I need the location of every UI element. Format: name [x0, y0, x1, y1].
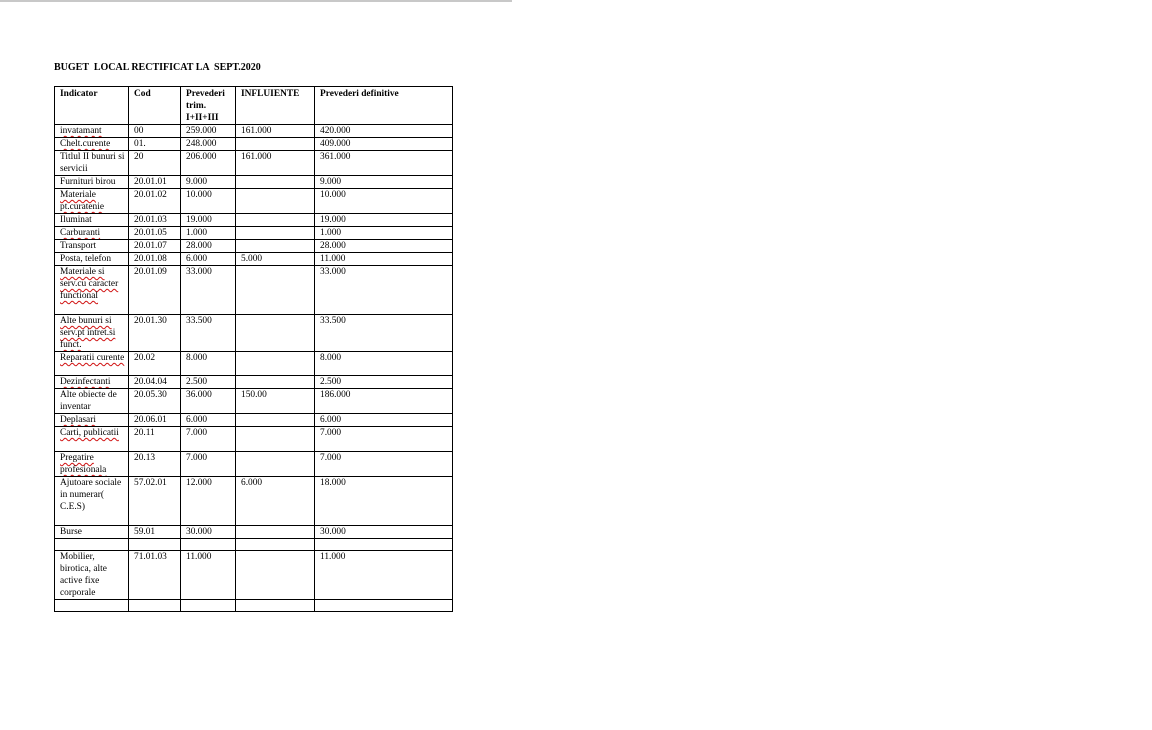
- row-prevederi-cell: [181, 352, 236, 376]
- table-row: [55, 376, 453, 389]
- row-indicator-text: Carburanti: [60, 228, 101, 238]
- row-definitive-text: 33.500: [320, 316, 346, 326]
- row-prevederi-text: 11.000: [186, 552, 212, 562]
- row-cod-cell: [129, 176, 181, 189]
- row-indicator-cell: [55, 240, 129, 253]
- header-prevederi-trim: Prevederi trim. I+II+III: [181, 87, 236, 125]
- row-influiente-cell: [236, 600, 315, 612]
- budget-table: [54, 86, 453, 612]
- document-title: BUGET LOCAL RECTIFICAT LA SEPT.2020: [54, 62, 261, 73]
- row-prevederi-text: 7.000: [186, 428, 208, 438]
- row-indicator-text: Reparatii curente: [60, 353, 125, 363]
- row-prevederi-cell: [181, 600, 236, 612]
- row-prevederi-cell: [181, 176, 236, 189]
- row-cod-cell: [129, 551, 181, 600]
- row-prevederi-text: 248.000: [186, 139, 217, 149]
- row-definitive-text: 19.000: [320, 215, 346, 225]
- row-definitive-cell: [315, 427, 453, 452]
- row-definitive-text: 2.500: [320, 377, 342, 387]
- row-definitive-cell: [315, 551, 453, 600]
- row-indicator-cell: [55, 214, 129, 227]
- row-cod-cell: [129, 227, 181, 240]
- row-influiente-cell: [236, 189, 315, 214]
- table-row: [55, 477, 453, 526]
- row-cod-text: 20.05.30: [134, 390, 167, 400]
- row-indicator-text: Furnituri birou: [60, 177, 116, 187]
- row-influiente-cell: [236, 376, 315, 389]
- row-cod-cell: [129, 452, 181, 477]
- row-prevederi-cell: [181, 427, 236, 452]
- row-indicator-cell: [55, 427, 129, 452]
- row-indicator-text: Mobilier, birotica, alte active fixe corporale: [60, 552, 107, 598]
- row-definitive-cell: [315, 266, 453, 315]
- row-influiente-cell: [236, 526, 315, 539]
- row-cod-cell: [129, 539, 181, 551]
- row-prevederi-text: 1.000: [186, 228, 208, 238]
- row-influiente-text: 161.000: [241, 126, 272, 136]
- row-influiente-cell: [236, 151, 315, 176]
- table-body: [55, 125, 453, 612]
- row-definitive-text: 409.000: [320, 139, 351, 149]
- row-cod-text: 00: [134, 126, 144, 136]
- row-definitive-cell: [315, 189, 453, 214]
- row-indicator-cell: [55, 376, 129, 389]
- row-influiente-cell: [236, 138, 315, 151]
- row-cod-cell: [129, 526, 181, 539]
- row-indicator-cell: [55, 414, 129, 427]
- row-cod-text: 20.01.08: [134, 254, 167, 264]
- row-cod-cell: [129, 389, 181, 414]
- row-prevederi-cell: [181, 526, 236, 539]
- row-definitive-text: 33.000: [320, 267, 346, 277]
- row-influiente-cell: [236, 551, 315, 600]
- row-definitive-cell: [315, 376, 453, 389]
- table-row: [55, 176, 453, 189]
- row-prevederi-text: 36.000: [186, 390, 212, 400]
- row-influiente-cell: [236, 253, 315, 266]
- row-definitive-text: 30.000: [320, 527, 346, 537]
- row-definitive-cell: [315, 477, 453, 526]
- row-indicator-text: Posta, telefon: [60, 254, 112, 264]
- row-definitive-text: 420.000: [320, 126, 351, 136]
- row-prevederi-text: 259.000: [186, 126, 217, 136]
- row-cod-cell: [129, 477, 181, 526]
- row-definitive-text: 10.000: [320, 190, 346, 200]
- row-definitive-cell: [315, 214, 453, 227]
- row-cod-text: 20.11: [134, 428, 155, 438]
- row-indicator-cell: [55, 151, 129, 176]
- row-influiente-text: 150.00: [241, 390, 267, 400]
- row-prevederi-cell: [181, 189, 236, 214]
- row-definitive-cell: [315, 352, 453, 376]
- table-row: [55, 253, 453, 266]
- row-prevederi-text: 7.000: [186, 453, 208, 463]
- row-prevederi-cell: [181, 151, 236, 176]
- row-influiente-cell: [236, 452, 315, 477]
- row-influiente-cell: [236, 227, 315, 240]
- header-cod: Cod: [129, 87, 181, 125]
- row-influiente-cell: [236, 539, 315, 551]
- row-indicator-text: Pregatire profesionala: [60, 453, 107, 475]
- row-cod-text: 20.01.03: [134, 215, 167, 225]
- row-definitive-cell: [315, 414, 453, 427]
- row-cod-cell: [129, 253, 181, 266]
- table-row: [55, 151, 453, 176]
- row-influiente-cell: [236, 125, 315, 138]
- row-indicator-cell: [55, 266, 129, 315]
- row-definitive-cell: [315, 389, 453, 414]
- row-indicator-cell: [55, 539, 129, 551]
- row-indicator-text: Materiale pt.curatenie: [60, 190, 104, 212]
- row-prevederi-cell: [181, 315, 236, 352]
- row-influiente-cell: [236, 477, 315, 526]
- row-indicator-text: Burse: [60, 527, 82, 537]
- row-influiente-cell: [236, 315, 315, 352]
- row-influiente-text: 161.000: [241, 152, 272, 162]
- row-influiente-cell: [236, 389, 315, 414]
- table-row: [55, 551, 453, 600]
- row-prevederi-text: 206.000: [186, 152, 217, 162]
- row-indicator-cell: [55, 227, 129, 240]
- row-definitive-text: 7.000: [320, 428, 342, 438]
- row-cod-cell: [129, 427, 181, 452]
- row-cod-text: 20: [134, 152, 144, 162]
- row-indicator-text: Iluminat: [60, 215, 92, 225]
- row-definitive-cell: [315, 176, 453, 189]
- row-prevederi-text: 6.000: [186, 415, 208, 425]
- table-row: [55, 125, 453, 138]
- row-indicator-text: invatamant: [60, 126, 102, 136]
- row-prevederi-text: 33.000: [186, 267, 212, 277]
- row-cod-text: 20.01.09: [134, 267, 167, 277]
- row-cod-cell: [129, 189, 181, 214]
- row-cod-text: 20.04.04: [134, 377, 167, 387]
- row-influiente-cell: [236, 240, 315, 253]
- row-cod-cell: [129, 151, 181, 176]
- row-prevederi-cell: [181, 477, 236, 526]
- table-header-row: [55, 87, 453, 125]
- row-prevederi-cell: [181, 266, 236, 315]
- row-prevederi-cell: [181, 214, 236, 227]
- row-indicator-cell: [55, 452, 129, 477]
- row-indicator-text: Chelt.curente: [60, 139, 111, 149]
- row-definitive-text: 8.000: [320, 353, 342, 363]
- row-definitive-text: 11.000: [320, 254, 346, 264]
- row-prevederi-text: 10.000: [186, 190, 212, 200]
- row-cod-text: 20.06.01: [134, 415, 167, 425]
- row-definitive-cell: [315, 151, 453, 176]
- row-indicator-cell: [55, 551, 129, 600]
- table-row: [55, 539, 453, 551]
- row-cod-cell: [129, 266, 181, 315]
- row-indicator-cell: [55, 526, 129, 539]
- row-definitive-cell: [315, 452, 453, 477]
- row-indicator-text: Dezinfectanti: [60, 377, 111, 387]
- row-cod-text: 01.: [134, 139, 146, 149]
- row-indicator-cell: [55, 125, 129, 138]
- row-cod-text: 71.01.03: [134, 552, 167, 562]
- row-definitive-text: 186.000: [320, 390, 351, 400]
- row-cod-cell: [129, 414, 181, 427]
- table-row: [55, 266, 453, 315]
- row-definitive-text: 11.000: [320, 552, 346, 562]
- row-prevederi-cell: [181, 240, 236, 253]
- table-row: [55, 227, 453, 240]
- row-indicator-text: Alte bunuri si serv.pt intret.si funct.: [60, 316, 116, 350]
- row-indicator-text: Ajutoare sociale in numerar( C.E.S): [60, 478, 122, 512]
- row-prevederi-text: 28.000: [186, 241, 212, 251]
- row-cod-text: 20.01.05: [134, 228, 167, 238]
- header-indicator: Indicator: [55, 87, 129, 125]
- row-influiente-cell: [236, 266, 315, 315]
- row-prevederi-text: 6.000: [186, 254, 208, 264]
- row-cod-text: 57.02.01: [134, 478, 167, 488]
- header-prevederi-definitive: Prevederi definitive: [315, 87, 453, 125]
- row-prevederi-text: 33.500: [186, 316, 212, 326]
- table-row: [55, 600, 453, 612]
- row-prevederi-text: 19.000: [186, 215, 212, 225]
- table-row: [55, 214, 453, 227]
- row-prevederi-cell: [181, 539, 236, 551]
- row-definitive-text: 6.000: [320, 415, 342, 425]
- row-indicator-text: Alte obiecte de inventar: [60, 390, 117, 412]
- row-definitive-cell: [315, 227, 453, 240]
- row-prevederi-cell: [181, 376, 236, 389]
- table-row: [55, 452, 453, 477]
- row-cod-cell: [129, 352, 181, 376]
- row-influiente-cell: [236, 176, 315, 189]
- row-indicator-cell: [55, 352, 129, 376]
- row-definitive-text: 28.000: [320, 241, 346, 251]
- row-definitive-cell: [315, 315, 453, 352]
- table-row: [55, 526, 453, 539]
- row-cod-text: 20.01.07: [134, 241, 167, 251]
- row-definitive-text: 1.000: [320, 228, 342, 238]
- row-indicator-cell: [55, 176, 129, 189]
- row-definitive-text: 7.000: [320, 453, 342, 463]
- row-prevederi-text: 30.000: [186, 527, 212, 537]
- row-definitive-text: 361.000: [320, 152, 351, 162]
- row-cod-text: 20.01.01: [134, 177, 167, 187]
- table-row: [55, 189, 453, 214]
- row-definitive-cell: [315, 526, 453, 539]
- row-prevederi-cell: [181, 125, 236, 138]
- row-prevederi-cell: [181, 253, 236, 266]
- row-indicator-cell: [55, 389, 129, 414]
- table-row: [55, 240, 453, 253]
- row-cod-cell: [129, 214, 181, 227]
- row-definitive-text: 18.000: [320, 478, 346, 488]
- row-definitive-cell: [315, 600, 453, 612]
- row-definitive-cell: [315, 539, 453, 551]
- row-cod-text: 20.02: [134, 353, 156, 363]
- row-influiente-cell: [236, 214, 315, 227]
- table-row: [55, 315, 453, 352]
- row-indicator-text: Deplasari: [60, 415, 96, 425]
- row-cod-text: 59.01: [134, 527, 156, 537]
- row-cod-text: 20.13: [134, 453, 156, 463]
- table-row: [55, 389, 453, 414]
- row-definitive-cell: [315, 138, 453, 151]
- row-cod-cell: [129, 376, 181, 389]
- row-definitive-cell: [315, 240, 453, 253]
- row-influiente-cell: [236, 427, 315, 452]
- table-row: [55, 427, 453, 452]
- row-cod-cell: [129, 315, 181, 352]
- row-prevederi-cell: [181, 227, 236, 240]
- row-indicator-cell: [55, 477, 129, 526]
- row-influiente-text: 5.000: [241, 254, 263, 264]
- row-prevederi-cell: [181, 138, 236, 151]
- row-prevederi-text: 9.000: [186, 177, 208, 187]
- row-definitive-cell: [315, 253, 453, 266]
- row-influiente-text: 6.000: [241, 478, 263, 488]
- row-indicator-text: Titlul II bunuri si servicii: [60, 152, 125, 174]
- row-indicator-text: Materiale si serv.cu caracter functional: [60, 267, 119, 301]
- row-indicator-cell: [55, 600, 129, 612]
- row-cod-cell: [129, 600, 181, 612]
- header-influiente: INFLUIENTE: [236, 87, 315, 125]
- row-influiente-cell: [236, 352, 315, 376]
- row-indicator-cell: [55, 138, 129, 151]
- row-indicator-cell: [55, 315, 129, 352]
- row-definitive-text: 9.000: [320, 177, 342, 187]
- row-indicator-cell: [55, 189, 129, 214]
- row-prevederi-cell: [181, 452, 236, 477]
- row-prevederi-cell: [181, 414, 236, 427]
- row-cod-cell: [129, 240, 181, 253]
- page-top-rule: [0, 0, 512, 2]
- row-indicator-cell: [55, 253, 129, 266]
- row-definitive-cell: [315, 125, 453, 138]
- row-indicator-text: Carti, publicatii: [60, 428, 119, 438]
- row-prevederi-text: 2.500: [186, 377, 208, 387]
- row-cod-text: 20.01.02: [134, 190, 167, 200]
- row-influiente-cell: [236, 414, 315, 427]
- row-cod-cell: [129, 125, 181, 138]
- row-prevederi-text: 12.000: [186, 478, 212, 488]
- table-row: [55, 138, 453, 151]
- row-indicator-text: Transport: [60, 241, 97, 251]
- table-row: [55, 414, 453, 427]
- row-prevederi-text: 8.000: [186, 353, 208, 363]
- table-row: [55, 352, 453, 376]
- row-cod-cell: [129, 138, 181, 151]
- row-cod-text: 20.01.30: [134, 316, 167, 326]
- row-prevederi-cell: [181, 389, 236, 414]
- row-prevederi-cell: [181, 551, 236, 600]
